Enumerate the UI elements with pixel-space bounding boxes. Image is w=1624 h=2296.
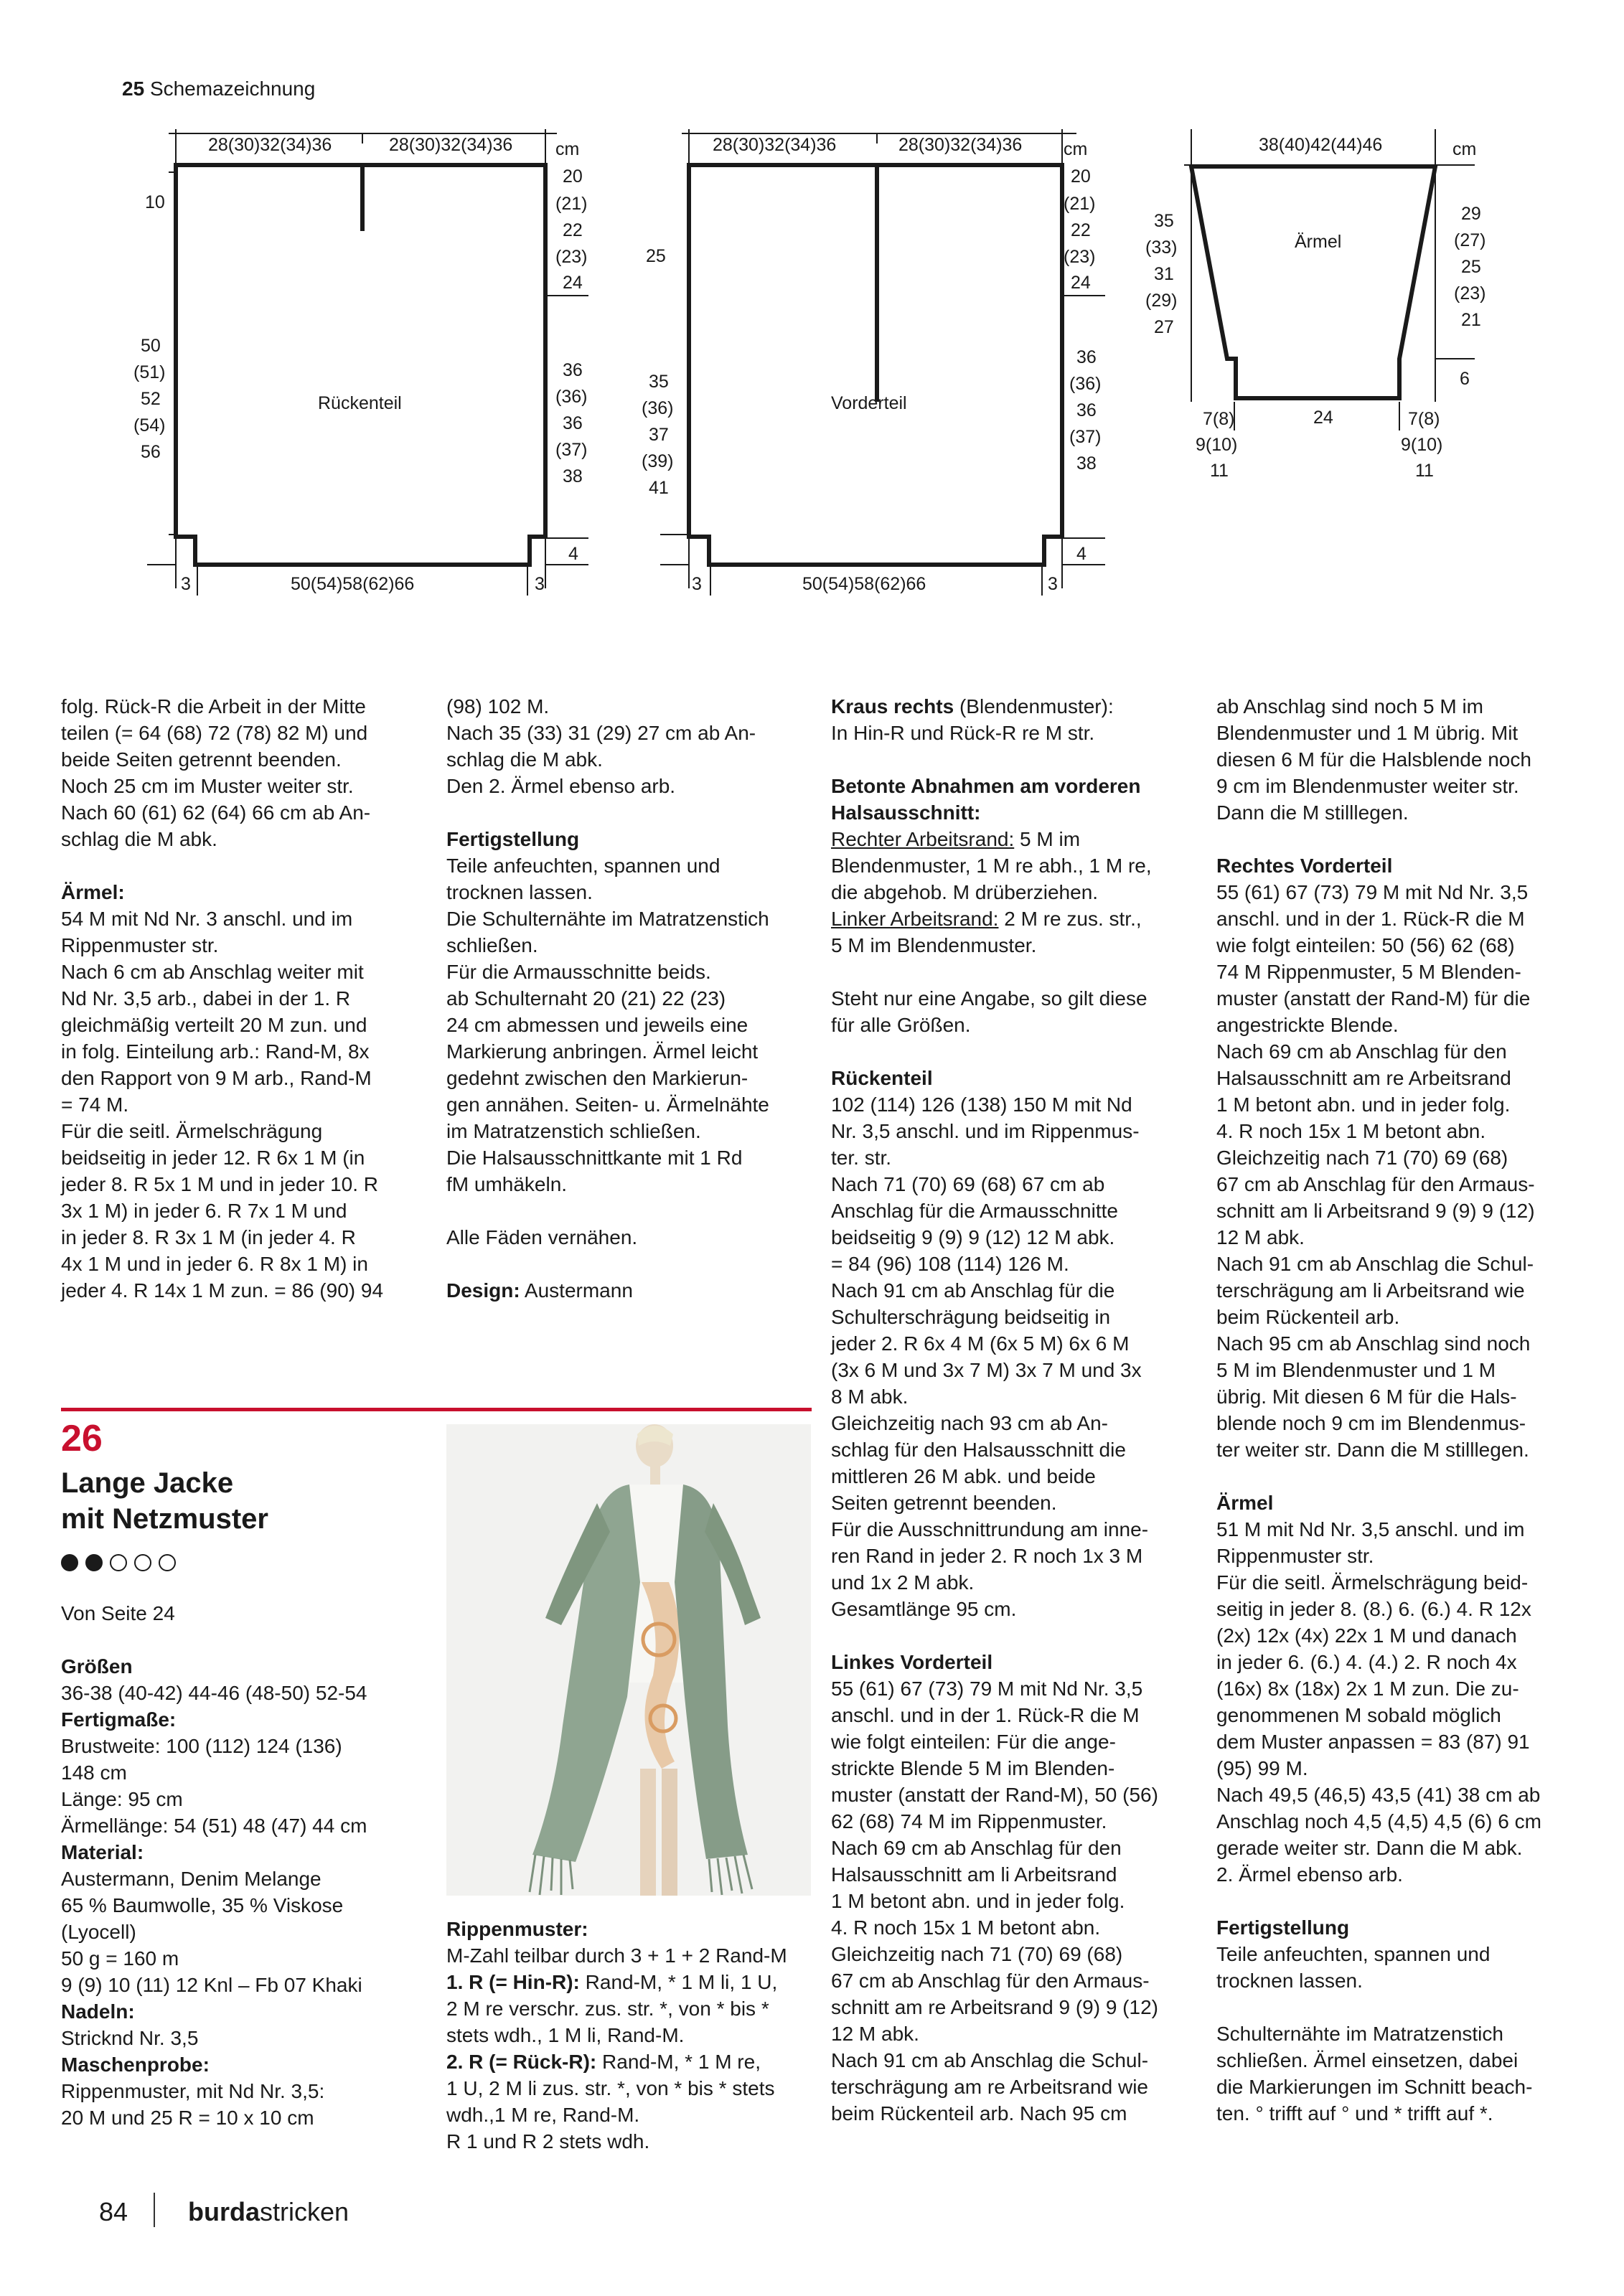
text-line: schlag die M abk.	[61, 828, 217, 850]
back-right-top-size: 24	[563, 273, 583, 293]
text-line: seitig in jeder 8. (8.) 6. (6.) 4. R 12x	[1216, 1598, 1531, 1620]
text-line: Fertigmaße:	[61, 1708, 177, 1731]
pattern-details-column	[61, 1600, 420, 2131]
text-line: Stricknd Nr. 3,5	[61, 2027, 199, 2049]
text-line: 102 (114) 126 (138) 150 M mit Nd	[831, 1093, 1132, 1116]
text-line: Brustweite: 100 (112) 124 (136)	[61, 1735, 342, 1757]
text-line: im Matratzenstich schließen.	[446, 1120, 701, 1142]
text-line: (98) 102 M.	[446, 695, 550, 718]
front-right-top-size: (23)	[1064, 247, 1096, 267]
text-line: strickte Blende 5 M im Blenden-	[831, 1757, 1115, 1779]
front-right-top-size: (21)	[1064, 194, 1096, 214]
text-line: 54 M mit Nd Nr. 3 anschl. und im	[61, 908, 353, 930]
text-line: Gleichzeitig nach 71 (70) 69 (68)	[831, 1943, 1123, 1965]
text-line: teilen (= 64 (68) 72 (78) 82 M) und	[61, 722, 368, 744]
text-line: jeder 4. R 14x 1 M zun. = 86 (90) 94	[61, 1279, 384, 1302]
text-line: schnitt am li Arbeitsrand 9 (9) 9 (12)	[1216, 1200, 1535, 1222]
text-line: Nach 91 cm ab Anschlag die Schul-	[831, 2049, 1149, 2071]
back-left-size: (54)	[133, 415, 166, 436]
text-line: Ärmellänge: 54 (51) 48 (47) 44 cm	[61, 1815, 367, 1837]
text-line: gedehnt zwischen den Markierun-	[446, 1067, 748, 1089]
text-line: 2. Ärmel ebenso arb.	[1216, 1863, 1403, 1886]
back-right-bottom-size: (36)	[555, 387, 588, 407]
back-right-top-size: (21)	[555, 194, 588, 214]
text-line: Rechtes Vorderteil	[1216, 855, 1393, 877]
product-photo	[446, 1424, 811, 1896]
back-unit: cm	[555, 139, 580, 159]
text-line: terschrägung am re Arbeitsrand wie	[831, 2076, 1148, 2098]
text-line: den Rapport von 9 M arb., Rand-M	[61, 1067, 372, 1089]
text-line: Linker Arbeitsrand: 2 M re zus. str.,	[831, 908, 1142, 930]
front-right-top-size: 22	[1071, 220, 1091, 240]
sleeve-side-left: 11	[1210, 461, 1229, 481]
sleeve-bottom-width: 24	[1313, 408, 1333, 428]
footer-divider	[154, 2193, 155, 2227]
front-right-bottom-size: 36	[1076, 400, 1097, 420]
sleeve-left-size: (29)	[1145, 291, 1178, 311]
front-top-right-measure: 28(30)32(34)36	[898, 135, 1023, 155]
text-line: genommenen M sobald möglich	[1216, 1704, 1501, 1726]
text-line: Gesamtlänge 95 cm.	[831, 1598, 1017, 1620]
text-line: Material:	[61, 1841, 144, 1863]
back-left-size: 50	[141, 336, 161, 356]
text-line: Blendenmuster, 1 M re abh., 1 M re,	[831, 855, 1152, 877]
text-line: Rippenmuster str.	[61, 934, 219, 956]
back-left-size: 56	[141, 442, 161, 462]
text-line: 1. R (= Hin-R): Rand-M, * 1 M li, 1 U,	[446, 1971, 778, 1993]
text-line: jeder 2. R 6x 4 M (6x 5 M) 6x 6 M	[831, 1332, 1130, 1355]
text-line: schlag die M abk.	[446, 748, 603, 771]
sleeve-rib-height: 6	[1460, 369, 1470, 389]
text-line: schließen.	[446, 934, 538, 956]
front-panel-label: Vorderteil	[831, 393, 907, 413]
text-line: = 74 M.	[61, 1093, 129, 1116]
back-right-bottom-size: 36	[563, 360, 583, 380]
text-line: trocknen lassen.	[446, 881, 593, 903]
text-line: schlag für den Halsausschnitt die	[831, 1439, 1126, 1461]
page-number: 84	[99, 2197, 128, 2226]
difficulty-rating	[61, 1554, 176, 1571]
text-line: jeder 8. R 5x 1 M und in jeder 10. R	[61, 1173, 379, 1195]
text-line: anschl. und in der 1. Rück-R die M	[831, 1704, 1140, 1726]
text-line: (95) 99 M.	[1216, 1757, 1308, 1779]
text-line: Halsausschnitt am re Arbeitsrand	[1216, 1067, 1511, 1089]
text-line: Für die Armausschnitte beids.	[446, 961, 711, 983]
text-line: beide Seiten getrennt beenden.	[61, 748, 342, 771]
text-line: Nach 91 cm ab Anschlag die Schul-	[1216, 1253, 1534, 1275]
back-top-left-measure: 28(30)32(34)36	[208, 135, 332, 155]
text-line: 5 M im Blendenmuster.	[831, 934, 1037, 956]
text-line: beidseitig in jeder 12. R 6x 1 M (in	[61, 1147, 365, 1169]
difficulty-dot-filled	[61, 1554, 78, 1571]
magazine-brand: burdastricken	[188, 2197, 349, 2226]
text-line: Anschlag noch 4,5 (4,5) 4,5 (6) 6 cm	[1216, 1810, 1541, 1832]
back-edge-right: 3	[535, 574, 545, 594]
text-line: 8 M abk.	[831, 1385, 909, 1408]
text-line: Seiten getrennt beenden.	[831, 1492, 1057, 1514]
difficulty-dot-empty	[159, 1554, 176, 1571]
instructions-column-2	[446, 693, 805, 1304]
text-line: 5 M im Blendenmuster und 1 M	[1216, 1359, 1496, 1381]
sleeve-unit: cm	[1452, 139, 1477, 159]
pattern-number: 26	[61, 1418, 103, 1459]
text-line: Noch 25 cm im Muster weiter str.	[61, 775, 354, 797]
text-line: 1 U, 2 M li zus. str. *, von * bis * stets	[446, 2077, 775, 2099]
back-right-top-size: 20	[563, 166, 583, 187]
rib-pattern-column	[446, 1916, 812, 2155]
front-right-top-size: 24	[1071, 273, 1091, 293]
difficulty-dot-empty	[110, 1554, 127, 1571]
text-line: blende noch 9 cm im Blendenmus-	[1216, 1412, 1526, 1434]
front-edge-right: 3	[1048, 574, 1058, 594]
text-line: trocknen lassen.	[1216, 1970, 1363, 1992]
text-line: Rippenmuster:	[446, 1918, 588, 1940]
text-line: muster (anstatt der Rand-M), 50 (56)	[831, 1784, 1158, 1806]
front-left-size: 37	[649, 425, 669, 445]
text-line: Betonte Abnahmen am vorderen	[831, 775, 1141, 797]
back-right-bottom-size: 38	[563, 466, 583, 486]
text-line: Rückenteil	[831, 1067, 933, 1089]
text-line: Ärmel:	[61, 881, 125, 903]
back-right-top-size: 22	[563, 220, 583, 240]
text-line	[61, 852, 420, 879]
text-line: 12 M abk.	[1216, 1226, 1305, 1248]
text-line: beim Rückenteil arb. Nach 95 cm	[831, 2102, 1127, 2125]
sleeve-left-size: 35	[1154, 211, 1174, 231]
text-line: 148 cm	[61, 1761, 127, 1784]
text-line: ren Rand in jeder 2. R noch 1x 3 M	[831, 1545, 1143, 1567]
text-line: ab Schulternaht 20 (21) 22 (23)	[446, 987, 726, 1010]
text-line: Für die seitl. Ärmelschrägung beid-	[1216, 1571, 1529, 1594]
text-line	[1216, 1994, 1575, 2020]
sleeve-right-size: 29	[1461, 204, 1481, 224]
front-right-bottom-size: (36)	[1069, 374, 1102, 394]
text-line: Länge: 95 cm	[61, 1788, 183, 1810]
instructions-column-4	[1216, 693, 1575, 2127]
text-line: Blendenmuster und 1 M übrig. Mit	[1216, 722, 1519, 744]
front-left-size: (39)	[642, 451, 674, 471]
text-line: Kraus rechts (Blendenmuster):	[831, 695, 1114, 718]
sleeve-left-size: 27	[1154, 317, 1174, 337]
pattern-title: Lange Jacke mit Netzmuster	[61, 1467, 268, 1535]
section-heading: 25 Schemazeichnung	[122, 77, 316, 100]
text-line: 9 (9) 10 (11) 12 Knl – Fb 07 Khaki	[61, 1974, 362, 1996]
back-right-top-size: (23)	[555, 247, 588, 267]
text-line: Teile anfeuchten, spannen und	[1216, 1943, 1491, 1965]
text-line: Schulterschrägung beidseitig in	[831, 1306, 1111, 1328]
text-line: Steht nur eine Angabe, so gilt diese	[831, 987, 1147, 1010]
text-line: Fertigstellung	[446, 828, 580, 850]
sleeve-side-left: 9(10)	[1196, 435, 1238, 455]
text-line: dem Muster anpassen = 83 (87) 91	[1216, 1731, 1530, 1753]
text-line	[1216, 1888, 1575, 1914]
text-line: Den 2. Ärmel ebenso arb.	[446, 775, 676, 797]
text-line: 36-38 (40-42) 44-46 (48-50) 52-54	[61, 1682, 367, 1704]
sleeve-right-size: (23)	[1454, 283, 1486, 304]
text-line: für alle Größen.	[831, 1014, 971, 1036]
difficulty-dot-filled	[85, 1554, 103, 1571]
text-line: Nach 69 cm ab Anschlag für den	[1216, 1040, 1507, 1063]
text-line: (Lyocell)	[61, 1921, 136, 1943]
back-right-bottom-size: 36	[563, 413, 583, 433]
text-line: 12 M abk.	[831, 2023, 919, 2045]
back-left-size: (51)	[133, 362, 166, 382]
text-line: Nach 35 (33) 31 (29) 27 cm ab An-	[446, 722, 756, 744]
text-line: Nach 71 (70) 69 (68) 67 cm ab	[831, 1173, 1105, 1195]
text-line: die abgehob. M drüberziehen.	[831, 881, 1099, 903]
text-line: R 1 und R 2 stets wdh.	[446, 2130, 650, 2152]
text-line: Nd Nr. 3,5 arb., dabei in der 1. R	[61, 987, 351, 1010]
text-line	[1216, 1463, 1575, 1490]
text-line: 67 cm ab Anschlag für den Armaus-	[1216, 1173, 1535, 1195]
text-line: beidseitig 9 (9) 9 (12) 12 M abk.	[831, 1226, 1115, 1248]
text-line: (3x 6 M und 3x 7 M) 3x 7 M und 3x	[831, 1359, 1142, 1381]
text-line: muster (anstatt der Rand-M) für die	[1216, 987, 1531, 1010]
text-line: 4. R noch 15x 1 M betont abn.	[831, 1916, 1101, 1939]
text-line: Für die seitl. Ärmelschrägung	[61, 1120, 323, 1142]
front-unit: cm	[1064, 139, 1088, 159]
text-line: 1 M betont abn. und in jeder folg.	[1216, 1093, 1511, 1116]
text-line	[446, 1251, 805, 1277]
back-right-bottom-size: (37)	[555, 440, 588, 460]
text-line: anschl. und in der 1. Rück-R die M	[1216, 908, 1525, 930]
text-line: 4x 1 M und in jeder 6. R 8x 1 M) in	[61, 1253, 368, 1275]
schematic-drawings	[0, 0, 1624, 617]
text-line: wie folgt einteilen: 50 (56) 62 (68)	[1216, 934, 1515, 956]
text-line: in jeder 6. (6.) 4. (4.) 2. R noch 4x	[1216, 1651, 1517, 1673]
text-line: 65 % Baumwolle, 35 % Viskose	[61, 1894, 344, 1916]
text-line: Anschlag für die Armausschnitte	[831, 1200, 1118, 1222]
text-line: gerade weiter str. Dann die M abk.	[1216, 1837, 1523, 1859]
text-line: 55 (61) 67 (73) 79 M mit Nd Nr. 3,5	[1216, 881, 1529, 903]
front-left-top-measure: 25	[646, 246, 666, 266]
text-line: In Hin-R und Rück-R re M str.	[831, 722, 1095, 744]
text-line: folg. Rück-R die Arbeit in der Mitte	[61, 695, 366, 718]
text-line: Nach 49,5 (46,5) 43,5 (41) 38 cm ab	[1216, 1784, 1541, 1806]
text-line: 67 cm ab Anschlag für den Armaus-	[831, 1970, 1150, 1992]
text-line: in jeder 8. R 3x 1 M (in jeder 4. R	[61, 1226, 356, 1248]
text-line: = 84 (96) 108 (114) 126 M.	[831, 1253, 1069, 1275]
text-line: 2 M re verschr. zus. str. *, von * bis *	[446, 1998, 769, 2020]
text-line: Nadeln:	[61, 2000, 135, 2023]
text-line: terschrägung am li Arbeitsrand wie	[1216, 1279, 1525, 1302]
text-line: 55 (61) 67 (73) 79 M mit Nd Nr. 3,5	[831, 1678, 1143, 1700]
text-line: 3x 1 M) in jeder 6. R 7x 1 M und	[61, 1200, 347, 1222]
text-line: Die Halsausschnittkante mit 1 Rd	[446, 1147, 743, 1169]
text-line: in folg. Einteilung arb.: Rand-M, 8x	[61, 1040, 370, 1063]
front-left-size: (36)	[642, 398, 674, 418]
text-line: Markierung anbringen. Ärmel leicht	[446, 1040, 759, 1063]
sleeve-right-size: 25	[1461, 257, 1481, 277]
text-line: Nach 6 cm ab Anschlag weiter mit	[61, 961, 364, 983]
sleeve-side-right: 9(10)	[1401, 435, 1443, 455]
text-line: Halsausschnitt am li Arbeitsrand	[831, 1863, 1117, 1886]
text-line: Größen	[61, 1655, 133, 1678]
text-line: Gleichzeitig nach 71 (70) 69 (68)	[1216, 1147, 1508, 1169]
instructions-column-1	[61, 693, 420, 1304]
front-edge-left: 3	[692, 574, 702, 594]
back-bottom-width: 50(54)58(62)66	[291, 574, 415, 594]
text-line: 9 cm im Blendenmuster weiter str.	[1216, 775, 1519, 797]
text-line: Alle Fäden vernähen.	[446, 1226, 638, 1248]
text-line: Linkes Vorderteil	[831, 1651, 993, 1673]
text-line: Ärmel	[1216, 1492, 1274, 1514]
text-line: Gleichzeitig nach 93 cm ab An-	[831, 1412, 1108, 1434]
sleeve-left-size: (33)	[1145, 237, 1178, 258]
front-left-size: 35	[649, 372, 669, 392]
text-line: Nach 91 cm ab Anschlag für die	[831, 1279, 1115, 1302]
text-line: Die Schulternähte im Matratzenstich	[446, 908, 769, 930]
text-line: Maschenprobe:	[61, 2053, 210, 2076]
text-line	[446, 799, 805, 826]
text-line: Teile anfeuchten, spannen und	[446, 855, 721, 877]
text-line: gen annähen. Seiten- u. Ärmelnähte	[446, 1093, 769, 1116]
text-line: ab Anschlag sind noch 5 M im	[1216, 695, 1483, 718]
text-line: 51 M mit Nd Nr. 3,5 anschl. und im	[1216, 1518, 1525, 1540]
text-line: Schulternähte im Matratzenstich	[1216, 2023, 1503, 2045]
back-rib-height: 4	[568, 544, 578, 564]
front-right-bottom-size: 38	[1076, 453, 1097, 474]
sleeve-right-size: 21	[1461, 310, 1481, 330]
front-rib-height: 4	[1076, 544, 1086, 564]
text-line: 1 M betont abn. und in jeder folg.	[831, 1890, 1125, 1912]
front-bottom-width: 50(54)58(62)66	[802, 574, 926, 594]
text-line: Nach 60 (61) 62 (64) 66 cm ab An-	[61, 801, 371, 824]
text-line: Fertigstellung	[1216, 1916, 1350, 1939]
text-line: stets wdh., 1 M li, Rand-M.	[446, 2024, 685, 2046]
text-line	[61, 1627, 420, 1653]
text-line: beim Rückenteil arb.	[1216, 1306, 1400, 1328]
text-line: 2. R (= Rück-R): Rand-M, * 1 M re,	[446, 2051, 761, 2073]
sleeve-side-right: 7(8)	[1408, 409, 1440, 429]
text-line: mittleren 26 M abk. und beide	[831, 1465, 1096, 1487]
pattern-divider	[61, 1408, 812, 1411]
text-line: Für die Ausschnittrundung am inne-	[831, 1518, 1149, 1540]
text-line: ter weiter str. Dann die M stilllegen.	[1216, 1439, 1529, 1461]
text-line: Rippenmuster str.	[1216, 1545, 1374, 1567]
back-left-top-measure: 10	[145, 192, 165, 212]
text-line: wie folgt einteilen: Für die ange-	[831, 1731, 1116, 1753]
text-line: fM umhäkeln.	[446, 1173, 568, 1195]
text-line: und 1x 2 M abk.	[831, 1571, 975, 1594]
text-line: ter. str.	[831, 1147, 892, 1169]
text-line: diesen 6 M für die Halsblende noch	[1216, 748, 1531, 771]
text-line: 50 g = 160 m	[61, 1947, 179, 1970]
front-top-left-measure: 28(30)32(34)36	[713, 135, 837, 155]
text-line: ten. ° trifft auf ° und * trifft auf *.	[1216, 2102, 1493, 2125]
back-top-right-measure: 28(30)32(34)36	[389, 135, 513, 155]
text-line	[831, 746, 1190, 773]
text-line: (2x) 12x (4x) 22x 1 M und danach	[1216, 1624, 1517, 1647]
sleeve-side-right: 11	[1415, 461, 1434, 481]
text-line: schließen. Ärmel einsetzen, dabei	[1216, 2049, 1519, 2071]
text-line: 4. R noch 15x 1 M betont abn.	[1216, 1120, 1486, 1142]
text-line	[831, 1038, 1190, 1065]
text-line: Nach 95 cm ab Anschlag sind noch	[1216, 1332, 1531, 1355]
front-right-bottom-size: (37)	[1069, 427, 1102, 447]
back-left-size: 52	[141, 389, 161, 409]
text-line: 74 M Rippenmuster, 5 M Blenden-	[1216, 961, 1521, 983]
text-line: M-Zahl teilbar durch 3 + 1 + 2 Rand-M	[446, 1944, 787, 1967]
sleeve-side-left: 7(8)	[1203, 409, 1235, 429]
sleeve-right-size: (27)	[1454, 230, 1486, 250]
text-line: wdh.,1 M re, Rand-M.	[446, 2104, 640, 2126]
text-line: Halsausschnitt:	[831, 801, 981, 824]
front-left-size: 41	[649, 478, 669, 498]
text-line	[446, 1198, 805, 1224]
text-line: schnitt am re Arbeitsrand 9 (9) 9 (12)	[831, 1996, 1158, 2018]
text-line: Dann die M stilllegen.	[1216, 801, 1409, 824]
text-line: Austermann, Denim Melange	[61, 1868, 321, 1890]
sleeve-label: Ärmel	[1295, 232, 1342, 252]
front-right-top-size: 20	[1071, 166, 1091, 187]
sleeve-top-measure: 38(40)42(44)46	[1259, 135, 1383, 155]
text-line	[831, 1622, 1190, 1649]
text-line: Von Seite 24	[61, 1602, 175, 1624]
text-line: Rechter Arbeitsrand: 5 M im	[831, 828, 1081, 850]
back-panel-label: Rückenteil	[318, 393, 402, 413]
text-line: Nr. 3,5 anschl. und im Rippenmus-	[831, 1120, 1140, 1142]
text-line: übrig. Mit diesen 6 M für die Hals-	[1216, 1385, 1517, 1408]
text-line: Rippenmuster, mit Nd Nr. 3,5:	[61, 2080, 325, 2102]
text-line: (16x) 8x (18x) 2x 1 M zun. Die zu-	[1216, 1678, 1519, 1700]
back-edge-left: 3	[181, 574, 191, 594]
text-line: die Markierungen im Schnitt beach-	[1216, 2076, 1533, 2098]
sleeve-left-size: 31	[1154, 264, 1174, 284]
text-line: 24 cm abmessen und jeweils eine	[446, 1014, 748, 1036]
text-line: angestrickte Blende.	[1216, 1014, 1399, 1036]
difficulty-dot-empty	[134, 1554, 151, 1571]
instructions-column-3	[831, 693, 1190, 2127]
text-line: gleichmäßig verteilt 20 M zun. und	[61, 1014, 367, 1036]
text-line	[1216, 826, 1575, 852]
text-line: 62 (68) 74 M im Rippenmuster.	[831, 1810, 1107, 1832]
text-line: Nach 69 cm ab Anschlag für den	[831, 1837, 1122, 1859]
text-line: Design: Austermann	[446, 1279, 633, 1302]
text-line	[831, 959, 1190, 985]
text-line: 20 M und 25 R = 10 x 10 cm	[61, 2107, 314, 2129]
front-right-bottom-size: 36	[1076, 347, 1097, 367]
